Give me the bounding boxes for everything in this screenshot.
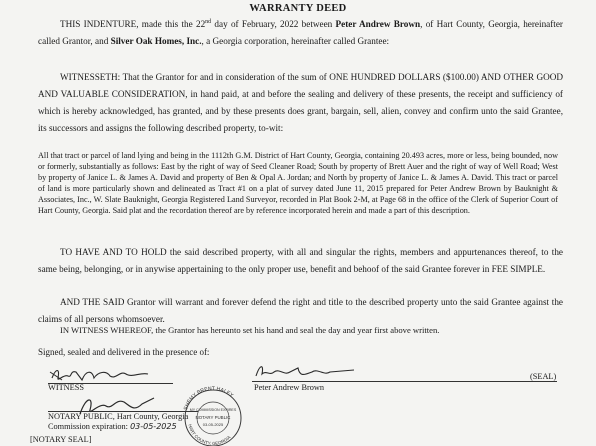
seal-label: (SEAL)	[530, 372, 557, 381]
grantee-name: Silver Oak Homes, Inc.	[110, 36, 202, 46]
intro-day: 22	[195, 19, 206, 29]
commission-date: 03-05-2025	[130, 422, 177, 431]
testimonium-paragraph	[38, 322, 563, 339]
legal-description: All that tract or parcel of land lying and being in the 1112th G.M. District of Hart County, Georgia, containing 20.493 acres, more or less, being bounded, now or formerly, substantially as follows: East by the right of way of Seed Cleaner Road; South by property of Brett Auer and the right of way of Well Road; West by property of Janice L. & James A. David and property of Ben & Opal A. Jordan; and North by property of Janice L. & James A. David. This tract or parcel of land is more particularly shown and delineated as Tract #1 on a plat of survey dated June 11, 2015 prepared for Peter Andrew Brown by Bauknight & Associates, Inc., W. Slate Bauknight, Georgia Registered Land Surveyor, recorded in Plat Book 2-M, at Page 68 in the office of the Clerk of Superior Court of Hart County, Georgia. Said plat and the recordation thereof are by reference incorporated herein and made a part of this description.	[38, 151, 558, 215]
intro-text-1: THIS INDENTURE, made this the	[60, 19, 196, 29]
testimonium-text: IN WITNESS WHEREOF, the Grantor has hereunto set his hand and seal the day and year first above written.	[60, 325, 440, 335]
habendum-paragraph	[38, 244, 563, 278]
intro-text-3: , of Hart County, Georgia, hereinafter called Grantor, and	[38, 19, 563, 46]
habendum-text: TO HAVE AND TO HOLD the said described property, with all and singular the rights, members and appurtenances thereof, to the same being, belonging, or in anywise appertaining to the only proper use, benefit and behoof of the said Grantee forever in FEE SIMPLE.	[38, 247, 563, 274]
intro-text-4: , a Georgia corporation, hereinafter called Grantee:	[201, 36, 390, 46]
intro-text-2: day of February, 2022 between	[211, 19, 336, 29]
intro-paragraph	[38, 16, 563, 50]
notary-public-label: NOTARY PUBLIC, Hart County, Georgia	[48, 412, 189, 421]
grantor-name: Peter Andrew Brown	[335, 19, 421, 29]
intro-day-suffix: nd	[205, 18, 212, 25]
stamp-center: NOTARY PUBLIC	[195, 415, 231, 420]
witnesseth-text: WITNESSETH: That the Grantor for and in consideration of the sum of ONE HUNDRED DOLLARS ($100.00) AND OTHER GOOD AND VALUABLE CONSIDERATION, in hand paid, at and before the sealing and delivery of these presents, the receipt and sufficiency of which is hereby acknowledged, has granted, and by these presents does grant, bargain, sell, alien, convey and confirm unto the said Grantee, its successors and assigns the following described property, to-wit:	[38, 72, 563, 133]
signed-delivered-line: Signed, sealed and delivered in the presence of:	[38, 347, 210, 357]
stamp-date: 03-05-2025	[202, 422, 224, 427]
stamp-commission: MY COMMISSION EXPIRES	[189, 408, 237, 412]
stamp-name: SHEMY BRENT HALEY	[182, 385, 235, 411]
grantor-signature-line	[252, 381, 557, 382]
warranty-text: AND THE SAID Grantor will warrant and forever defend the right and title to the described property unto the said Grantee against the claims of all persons whomsoever.	[38, 297, 563, 324]
witness-label: WITNESS	[48, 383, 84, 392]
document-title: WARRANTY DEED	[249, 3, 347, 14]
witnesseth-paragraph	[38, 69, 563, 137]
commission-label: Commission expiration:	[48, 422, 128, 431]
stamp-county: HART COUNTY, GEORGIA	[187, 423, 232, 446]
notary-stamp	[178, 384, 248, 446]
signer-name: Peter Andrew Brown	[254, 383, 325, 392]
notary-seal-label: [NOTARY SEAL]	[30, 435, 92, 444]
commission-expiration	[48, 422, 177, 432]
grantor-signature	[254, 362, 364, 382]
